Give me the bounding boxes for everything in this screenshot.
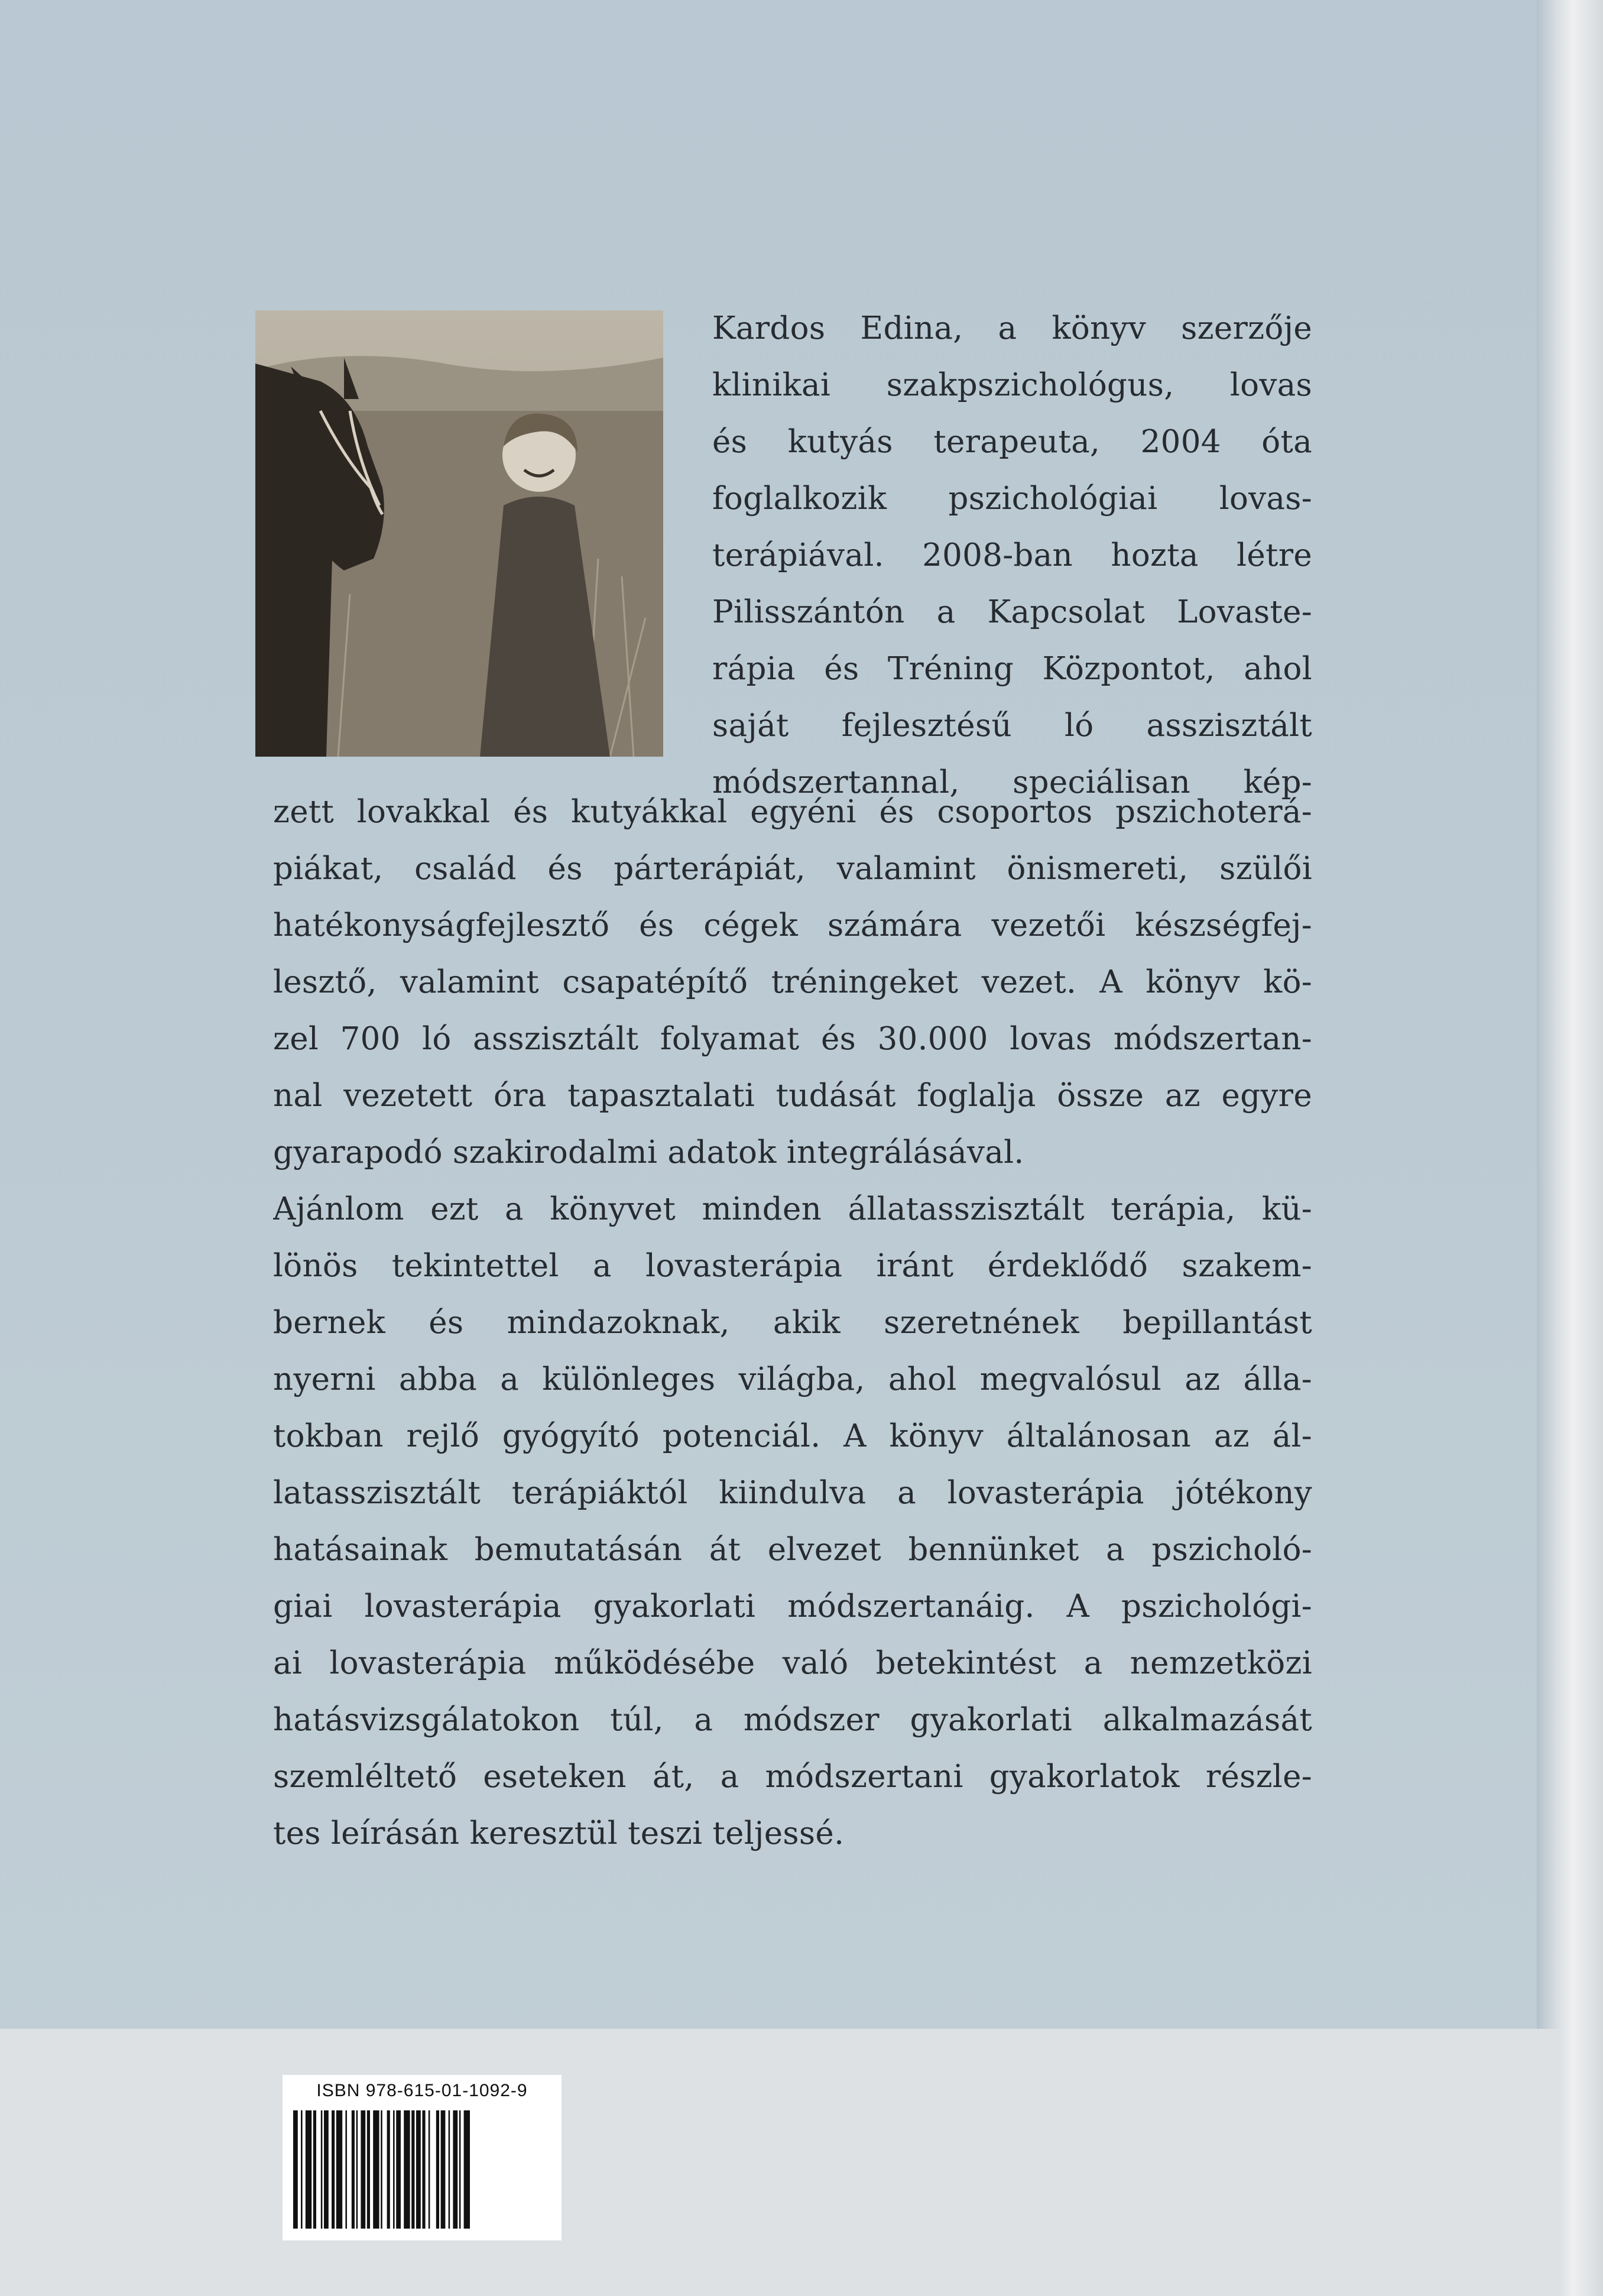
recommendation-line: latasszisztált terápiáktól kiindulva a lovasterápia jótékony (273, 1475, 1312, 1511)
barcode-bar (436, 2110, 439, 2229)
barcode-bar (429, 2110, 430, 2229)
barcode-bar (321, 2110, 323, 2229)
barcode-bar (345, 2110, 347, 2229)
barcode-bar (416, 2110, 421, 2229)
barcode-bar (361, 2110, 365, 2229)
recommendation-line: tes leírásán keresztül teszi teljessé. (273, 1815, 845, 1851)
bio-line: és kutyás terapeuta, 2004 óta (712, 424, 1312, 460)
bio-line: hatékonyságfejlesztő és cégek számára vezetői készségfej- (273, 907, 1312, 943)
barcode-bar (336, 2110, 342, 2229)
author-with-horse-image (255, 310, 663, 757)
barcode-bars (291, 2110, 553, 2232)
bio-line: zel 700 ló asszisztált folyamat és 30.000 lovas módszertan- (273, 1021, 1312, 1057)
bio-line: módszertannal, speciálisan kép- (712, 764, 1312, 800)
bio-line: gyarapodó szakirodalmi adatok integrálásával. (273, 1134, 1024, 1170)
recommendation-line: giai lovasterápia gyakorlati módszertanáig. A pszichológi- (273, 1588, 1312, 1624)
bio-line: piákat, család és párterápiát, valamint önismereti, szülői (273, 851, 1312, 887)
barcode-bar (453, 2110, 457, 2229)
bio-line: nal vezetett óra tapasztalati tudását foglalja össze az egyre (273, 1078, 1312, 1114)
barcode-bar (404, 2110, 410, 2229)
isbn-text: ISBN 978-615-01-1092-9 (316, 2081, 528, 2100)
barcode-bar (373, 2110, 379, 2229)
barcode-bar (393, 2110, 395, 2229)
recommendation-line: bernek és mindazoknak, akik szeretnének bepillantást (273, 1305, 1312, 1341)
barcode-bar (411, 2110, 414, 2229)
bio-line: zett lovakkal és kutyákkal egyéni és csoportos pszichoterá- (273, 794, 1312, 830)
barcode-bar (332, 2110, 335, 2229)
barcode-bar (293, 2110, 298, 2229)
barcode-bar (422, 2110, 425, 2229)
barcode-bar (324, 2110, 329, 2229)
bio-line: terápiával. 2008-ban hozta létre (712, 537, 1312, 573)
bio-line: saját fejlesztésű ló asszisztált (712, 708, 1312, 744)
recommendation-line: szemléltető eseteken át, a módszertani gyakorlatok részle- (273, 1759, 1312, 1795)
barcode-bar (381, 2110, 382, 2229)
bottom-band (0, 2029, 1560, 2296)
recommendation-line: lönös tekintettel a lovasterápia iránt érdeklődő szakem- (273, 1248, 1312, 1284)
barcode-bar (306, 2110, 311, 2229)
recommendation-line: tokban rejlő gyógyító potenciál. A könyv általánosan az ál- (273, 1418, 1312, 1454)
recommendation-line: nyerni abba a különleges világba, ahol megvalósul az álla- (273, 1361, 1312, 1397)
barcode-bar (459, 2110, 461, 2229)
bio-line: Pilisszántón a Kapcsolat Lovaste- (712, 594, 1312, 630)
book-spine-edge (1537, 0, 1603, 2296)
barcode-bar (387, 2110, 390, 2229)
barcode-bar (367, 2110, 370, 2229)
author-bio-continued (273, 784, 1312, 1862)
barcode-bar (464, 2110, 470, 2229)
barcode-bar (356, 2110, 358, 2229)
isbn-barcode (283, 2075, 562, 2240)
barcode-bar (441, 2110, 446, 2229)
bio-line: lesztő, valamint csapatépítő tréningeket vezet. A könyv kö- (273, 964, 1312, 1000)
author-bio-intro (712, 300, 1312, 811)
bio-line: Kardos Edina, a könyv szerzője (712, 310, 1312, 346)
recommendation-line: Ajánlom ezt a könyvet minden állatasszisztált terápia, kü- (273, 1191, 1312, 1227)
recommendation-line: hatásainak bemutatásán át elvezet bennünket a pszicholó- (273, 1532, 1312, 1568)
barcode-bar (301, 2110, 303, 2229)
bio-line: klinikai szakpszichológus, lovas (712, 367, 1312, 403)
bio-line: rápia és Tréning Központot, ahol (712, 651, 1312, 687)
barcode-bar (396, 2110, 401, 2229)
recommendation-line: hatásvizsgálatokon túl, a módszer gyakorlati alkalmazását (273, 1702, 1312, 1738)
bio-line: foglalkozik pszichológiai lovas- (712, 481, 1312, 517)
recommendation-line: ai lovasterápia működésébe való betekintést a nemzetközi (273, 1645, 1312, 1681)
author-photo (255, 310, 663, 757)
barcode-bar (449, 2110, 450, 2229)
barcode-bar (352, 2110, 355, 2229)
barcode-bar (313, 2110, 316, 2229)
